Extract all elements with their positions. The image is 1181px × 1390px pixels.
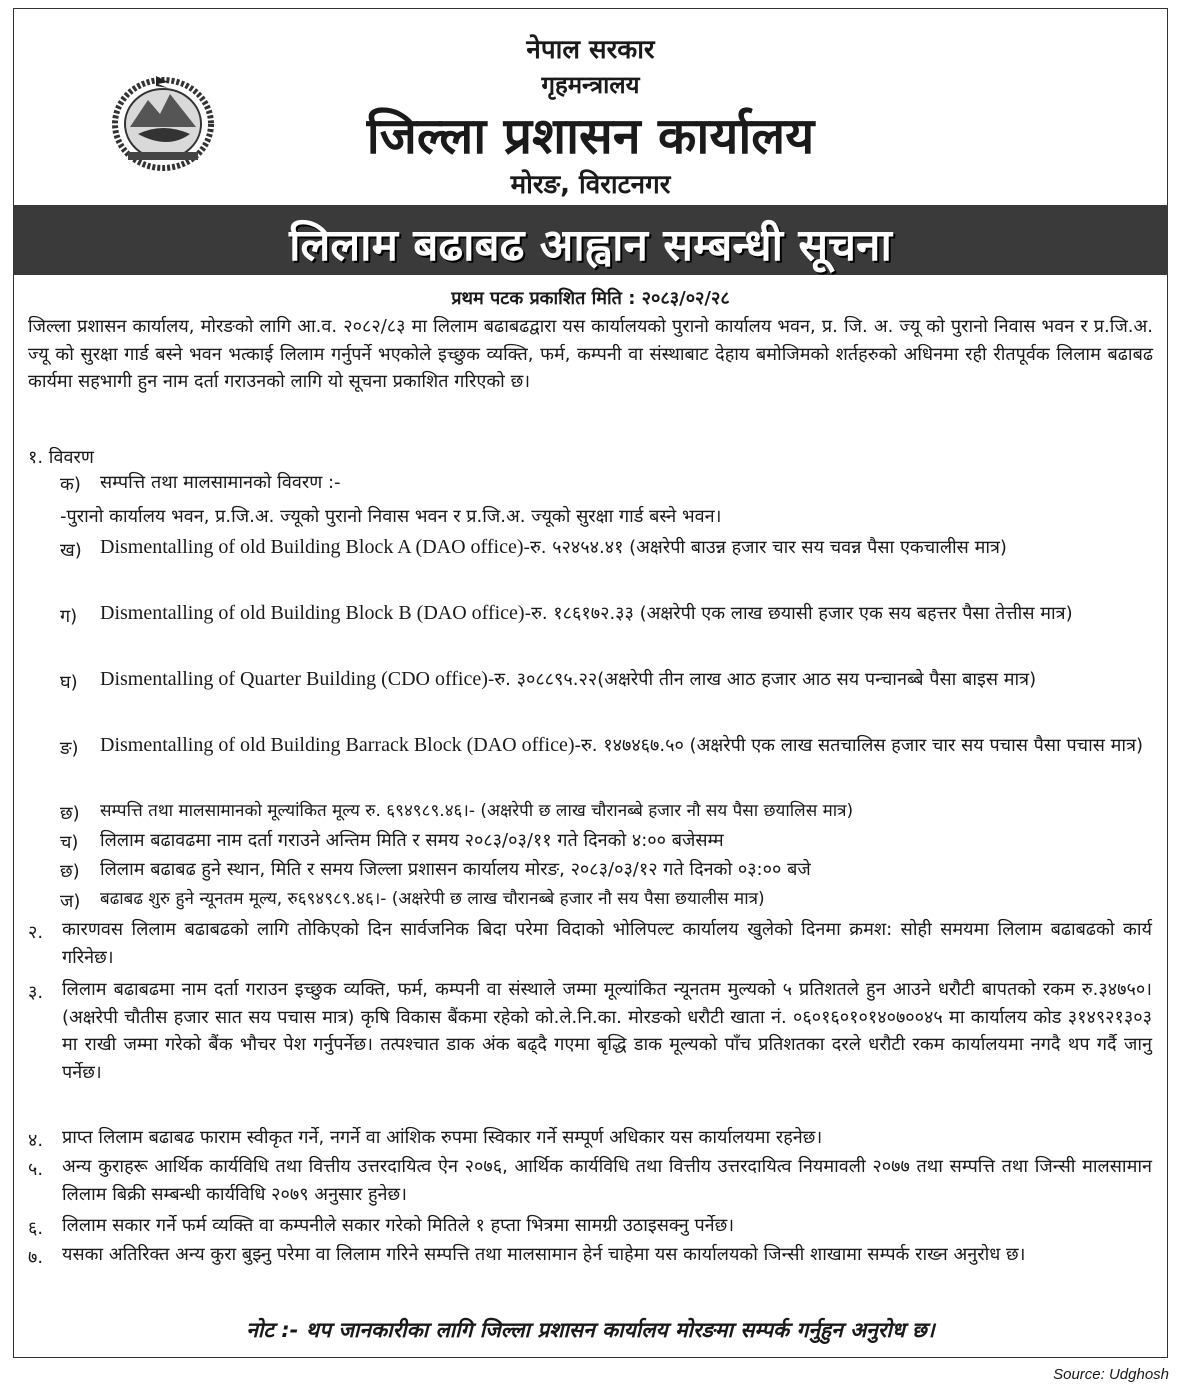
intro-paragraph: जिल्ला प्रशासन कार्यालय, मोरङको लागि आ.व. २०८२/८३ मा लिलाम बढाबढद्वारा यस कार्यालयको पुरानो कार्यालय भवन, प्र. जि. अ. ज्यू को पुरानो निवास भवन र प्र.जि.अ. ज्यू को सुरक्षा गार्ड बस्ने भवन भत्काई लिलाम गर्नुपर्ने भएकोले इच्छुक व्यक्ति, फर्म, कम्पनी वा संस्थाबाट देहाय बमोजिमको शर्तहरुको अधिनमा रही रीतपूर्वक लिलाम बढाबढ कार्यमा सहभागी हुन नाम दर्ता गराउनको लागि यो सूचना प्रकाशित गरिएको छ। [28, 316, 1153, 392]
list-item [100, 531, 1152, 564]
point-number: ६. [28, 1218, 44, 1239]
title-banner [13, 205, 1168, 275]
list-item: बढाबढ शुरु हुने न्यूनतम मूल्य, रु६९४९८९.४६।- (अक्षरेपी छ लाख चौरानब्बे हजार नौ सय पैसा छयालीस मात्र) [100, 889, 765, 909]
item-label: घ) [60, 672, 78, 693]
list-item: सम्पत्ति तथा मालसामानको मूल्यांकित मूल्य रु. ६९४९८९.४६।- (अक्षरेपी छ लाख चौरानब्बे हजार नौ सय पैसा छयालिस मात्र) [100, 801, 854, 821]
item-label: ग) [60, 606, 78, 627]
ministry-name: गृहमन्त्रालय [541, 71, 640, 99]
item-label: छ) [60, 861, 80, 882]
source-credit: Source: Udghosh [1053, 1366, 1169, 1383]
item-english-text: Dismentalling of old Building Barrack Block (DAO office) [100, 734, 575, 756]
list-item: कारणवस लिलाम बढाबढको लागि तोकिएको दिन सार्वजनिक बिदा परेमा विदाको भोलिपल्ट कार्यालय खुलेको दिनमा क्रमश: सोही समयमा लिलाम बढाबढको कार्य गरिनेछ। [62, 919, 1152, 968]
list-item [100, 597, 1152, 630]
item-amount-text: -रु. ५२४५४.४१ (अक्षरेपी बाउन्न हजार चार सय चवन्न पैसा एकचालीस मात्र) [523, 537, 1007, 558]
point-number: ४. [28, 1130, 44, 1151]
government-name: नेपाल सरकार [526, 35, 655, 65]
contact-note: नोट :- थप जानकारीका लागि जिल्ला प्रशासन कार्यालय मोरङमा सम्पर्क गर्नुहुन अनुरोध छ। [246, 1318, 935, 1342]
office-name: जिल्ला प्रशासन कार्यालय [366, 107, 815, 165]
item-amount-text: -रु. १४७४६७.५० (अक्षरेपी एक लाख सतचालिस हजार चार सय पचास पैसा पचास मात्र) [574, 735, 1144, 756]
notice-title: लिलाम बढाबढ आह्वान सम्बन्धी सूचना [289, 220, 892, 271]
item-label: ख) [60, 540, 82, 561]
item-english-text: Dismentalling of old Building Block A (DAO office) [100, 536, 524, 558]
item-label: च) [60, 832, 79, 853]
item-amount-text: -रु. १८६१७२.३३ (अक्षरेपी एक लाख छयासी हजार एक सय बहत्तर पैसा तेत्तीस मात्र) [524, 603, 1073, 624]
list-item: सम्पत्ति तथा मालसामानको विवरण :- [100, 472, 341, 493]
item-label: ङ) [60, 738, 79, 759]
item-label: ज) [60, 891, 81, 912]
list-item: -पुरानो कार्यालय भवन, प्र.जि.अ. ज्यूको पुरानो निवास भवन र प्र.जि.अ. ज्यूको सुरक्षा गार्ड बस्ने भवन। [60, 506, 722, 527]
list-item: लिलाम बढाबढ हुने स्थान, मिति र समय जिल्ला प्रशासन कार्यालय मोरङ, २०८३/०३/१२ गते दिनको ०३:०० बजे [100, 859, 811, 880]
point-number: ७. [28, 1247, 44, 1268]
list-item: लिलाम बढावढमा नाम दर्ता गराउने अन्तिम मिति र समय २०८३/०३/११ गते दिनको ४:०० बजेसम्म [100, 830, 724, 851]
point-number: २. [28, 922, 44, 943]
list-item: अन्य कुराहरू आर्थिक कार्यविधि तथा वित्तीय उत्तरदायित्व ऐन २०७६, आर्थिक कार्यविधि तथा वित्तीय उत्तरदायित्व नियमावली २०७७ तथा सम्पत्ति तथा जिन्सी मालसामान लिलाम बिक्री सम्बन्धी कार्यविधि २०७९ अनुसार हुनेछ। [62, 1156, 1152, 1205]
list-item: यसका अतिरिक्त अन्य कुरा बुझ्नु परेमा वा लिलाम गरिने सम्पत्ति तथा मालसामान हेर्न चाहेमा यस कार्यालयको जिन्सी शाखामा सम्पर्क राख्न अनुरोध छ। [62, 1244, 1026, 1265]
point-number: ५. [28, 1159, 44, 1180]
list-item [100, 663, 1152, 696]
item-english-text: Dismentalling of Quarter Building (CDO office) [100, 668, 488, 690]
list-item: लिलाम बढाबढमा नाम दर्ता गराउन इच्छुक व्यक्ति, फर्म, कम्पनी वा संस्थाले जम्मा मूल्यांकित न्यूनतम मुल्यको ५ प्रतिशतले हुन आउने धरौटी बापतको रकम रु.३४७५०। (अक्षरेपी चौतीस हजार सात सय पचास मात्र) कृषि विकास बैंकमा रहेको को.ले.नि.का. मोरङको धरौटी खाता नं. ०६०१६०१०१४०७००४५ मा कार्यालय कोड ३१४९२१३०३ मा राखी जम्मा गरेको बैंक भौचर पेश गर्नुपर्नेछ। तत्पश्चात डाक अंक बढ्दै गएमा बृद्धि डाक मूल्यको पाँच प्रतिशतका दरले धरौटी रकम कार्यालयमा नगदै थप गर्दै जानु पर्नेछ। [62, 979, 1152, 1083]
published-date: प्रथम पटक प्रकाशित मिति : २०८३/०२/२८ [451, 288, 730, 309]
item-label: क) [60, 474, 81, 495]
list-item: प्राप्त लिलाम बढाबढ फाराम स्वीकृत गर्ने, नगर्ने वा आंशिक रुपमा स्विकार गर्ने सम्पूर्ण अधिकार यस कार्यालयमा रहनेछ। [62, 1127, 823, 1148]
item-english-text: Dismentalling of old Building Block B (DAO office) [100, 602, 525, 624]
office-location: मोरङ, विराटनगर [510, 170, 671, 200]
item-label: छ) [60, 803, 80, 824]
point-number: ३. [28, 982, 44, 1003]
list-item: लिलाम सकार गर्ने फर्म व्यक्ति वा कम्पनीले सकार गरेको मितिले १ हप्ता भित्रमा सामग्री उठाइसक्नु पर्नेछ। [62, 1215, 735, 1236]
section-heading: १. विवरण [28, 447, 94, 468]
item-amount-text: -रु. ३०८८९५.२२(अक्षरेपी तीन लाख आठ हजार आठ सय पन्चानब्बे पैसा बाइस मात्र) [487, 669, 1037, 690]
list-item [100, 729, 1152, 762]
